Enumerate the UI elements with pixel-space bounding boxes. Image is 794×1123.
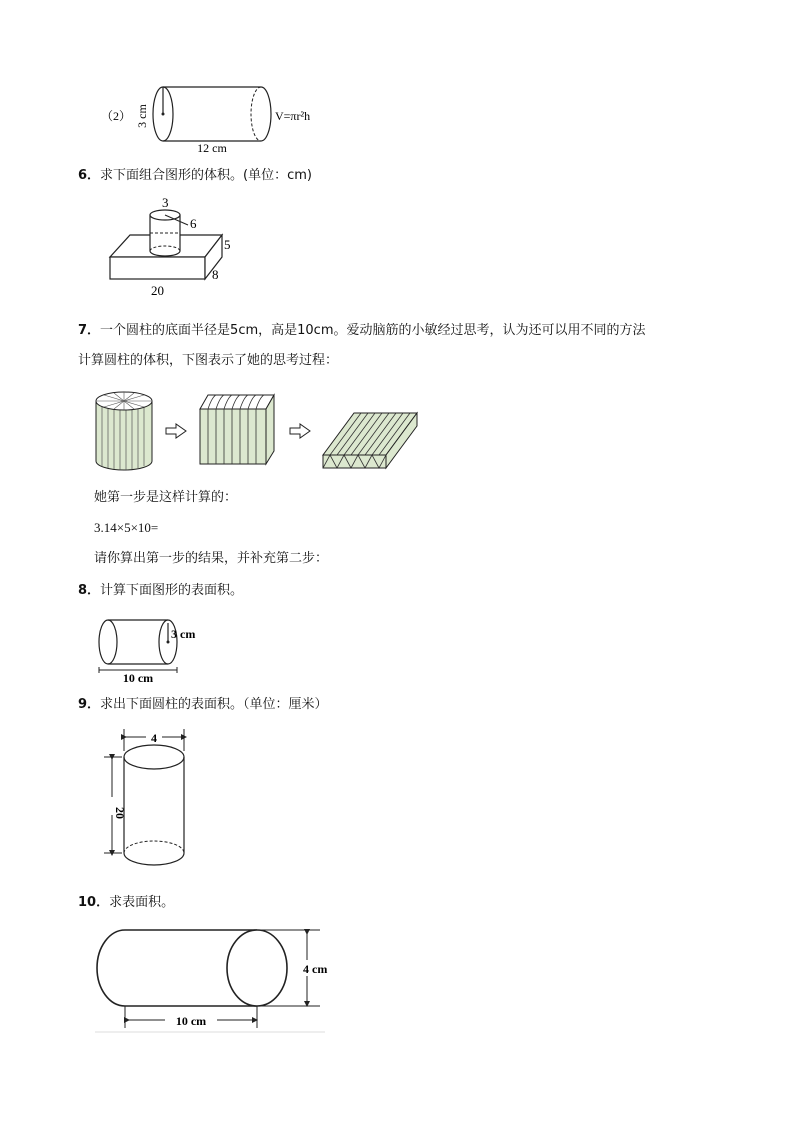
question-9 [78,696,328,714]
combined-shape-figure-q6 [100,195,250,300]
cylinder-figure-q9 [100,725,200,875]
instruction-text: 请你算出第一步的结果，并补充第二步： [94,551,329,566]
cylinder-transformation-figure-q7 [90,385,430,475]
question-6 [78,167,312,185]
question-7-line1 [78,322,645,340]
figure-label: （2） [101,109,132,123]
question-text: 求出下面圆柱的表面积。（单位：厘米） [100,697,328,712]
arrow-icon [290,424,310,438]
radius-label: 3 cm [171,627,196,641]
diameter-label: 4 [151,731,157,745]
question-number: 9． [78,697,101,712]
question-number: 8． [78,583,101,598]
step-intro-text: 她第一步是这样计算的： [94,490,238,505]
question-text: 求表面积。 [109,895,175,910]
question-10 [78,894,174,912]
approximate-cuboid [323,413,417,468]
formula-label: V=πr²h [275,109,311,123]
question-text: 计算下面图形的表面积。 [100,583,244,598]
question-8 [78,582,243,600]
arrow-icon [166,424,186,438]
sliced-cylinder [96,392,152,470]
question-number: 6． [78,168,101,183]
cylinder-diameter-label: 3 [162,195,169,210]
length-label: 12 cm [197,141,227,155]
box-width-label: 8 [212,267,219,282]
height-label: 3 cm [135,104,149,128]
question-text: 求下面组合图形的体积。(单位：cm) [100,168,313,183]
diameter-label: 4 cm [303,962,328,976]
question-text: 一个圆柱的底面半径是5cm，高是10cm。爱动脑筋的小敏经过思考，认为还可以用不同的方法 [100,323,646,338]
question-7-line2: 计算圆柱的体积，下图表示了她的思考过程： [78,353,339,368]
cylinder-figure-q8 [95,615,210,685]
rearranged-slices [200,395,274,464]
cylinder-figure-q5 [95,78,335,158]
length-label: 10 cm [175,1014,207,1028]
question-number: 10． [78,895,110,910]
length-label: 10 cm [122,671,154,685]
question-number: 7． [78,323,101,338]
height-label: 20 [113,807,127,819]
box-height-label: 5 [224,237,231,252]
expression-text: 3.14×5×10= [94,520,159,535]
box-length-label: 20 [151,283,164,298]
cylinder-height-label: 6 [190,216,197,231]
cylinder-figure-q10 [95,922,335,1034]
